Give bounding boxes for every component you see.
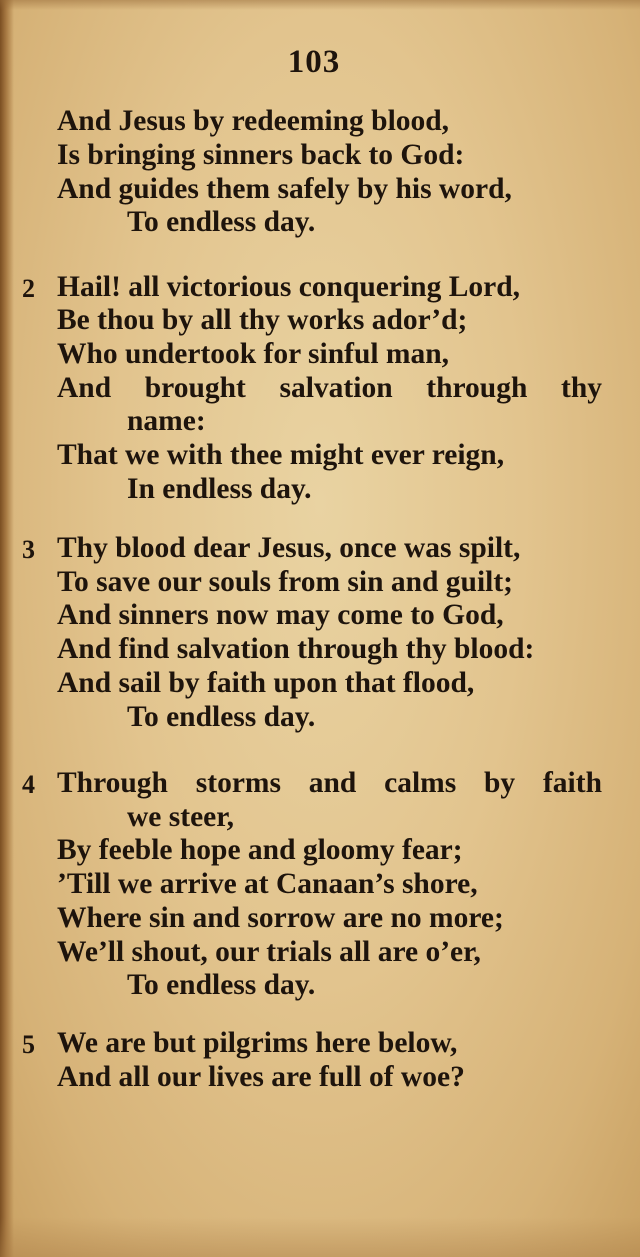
- verse-line: Thy blood dear Jesus, once was spilt,: [57, 532, 521, 564]
- stanza-number: 4: [22, 770, 35, 799]
- verse-line: Hail! all victorious conquering Lord,: [57, 271, 520, 303]
- verse-line: In endless day.: [127, 473, 312, 505]
- verse-line: And find salvation through thy blood:: [57, 633, 535, 665]
- verse-line: we steer,: [127, 801, 235, 833]
- verse-line: To save our souls from sin and guilt;: [57, 566, 513, 598]
- page-bottom-shadow: [0, 1217, 640, 1257]
- verse-line: We’ll shout, our trials all are o’er,: [57, 936, 481, 968]
- verse-line: And all our lives are full of woe?: [57, 1061, 465, 1093]
- verse-line: To endless day.: [127, 206, 316, 238]
- verse-line: By feeble hope and gloomy fear;: [57, 834, 463, 866]
- verse-line: Who undertook for sinful man,: [57, 338, 450, 370]
- page-top-shadow: [0, 0, 640, 10]
- verse-line: Where sin and sorrow are no more;: [57, 902, 504, 934]
- stanza-number: 3: [22, 535, 35, 564]
- verse-line: Through storms and calms by faith: [57, 767, 602, 799]
- verse-line: To endless day.: [127, 701, 316, 733]
- page-edge-shadow: [0, 0, 14, 1257]
- verse-line: Be thou by all thy works ador’d;: [57, 304, 468, 336]
- verse-line: And Jesus by redeeming blood,: [57, 105, 450, 137]
- verse-line: name:: [127, 405, 206, 437]
- verse-line: We are but pilgrims here below,: [57, 1027, 458, 1059]
- stanza-number: 2: [22, 274, 35, 303]
- verse-line: Is bringing sinners back to God:: [57, 139, 465, 171]
- page-number: 103: [287, 44, 341, 80]
- verse-line: To endless day.: [127, 969, 316, 1001]
- verse-line: And guides them safely by his word,: [57, 173, 512, 205]
- verse-line: ’Till we arrive at Canaan’s shore,: [57, 868, 478, 900]
- verse-line: That we with thee might ever reign,: [57, 439, 505, 471]
- verse-line: And sinners now may come to God,: [57, 599, 504, 631]
- verse-line: And sail by faith upon that flood,: [57, 667, 475, 699]
- stanza-number: 5: [22, 1030, 35, 1059]
- verse-line: And brought salvation through thy: [57, 372, 602, 404]
